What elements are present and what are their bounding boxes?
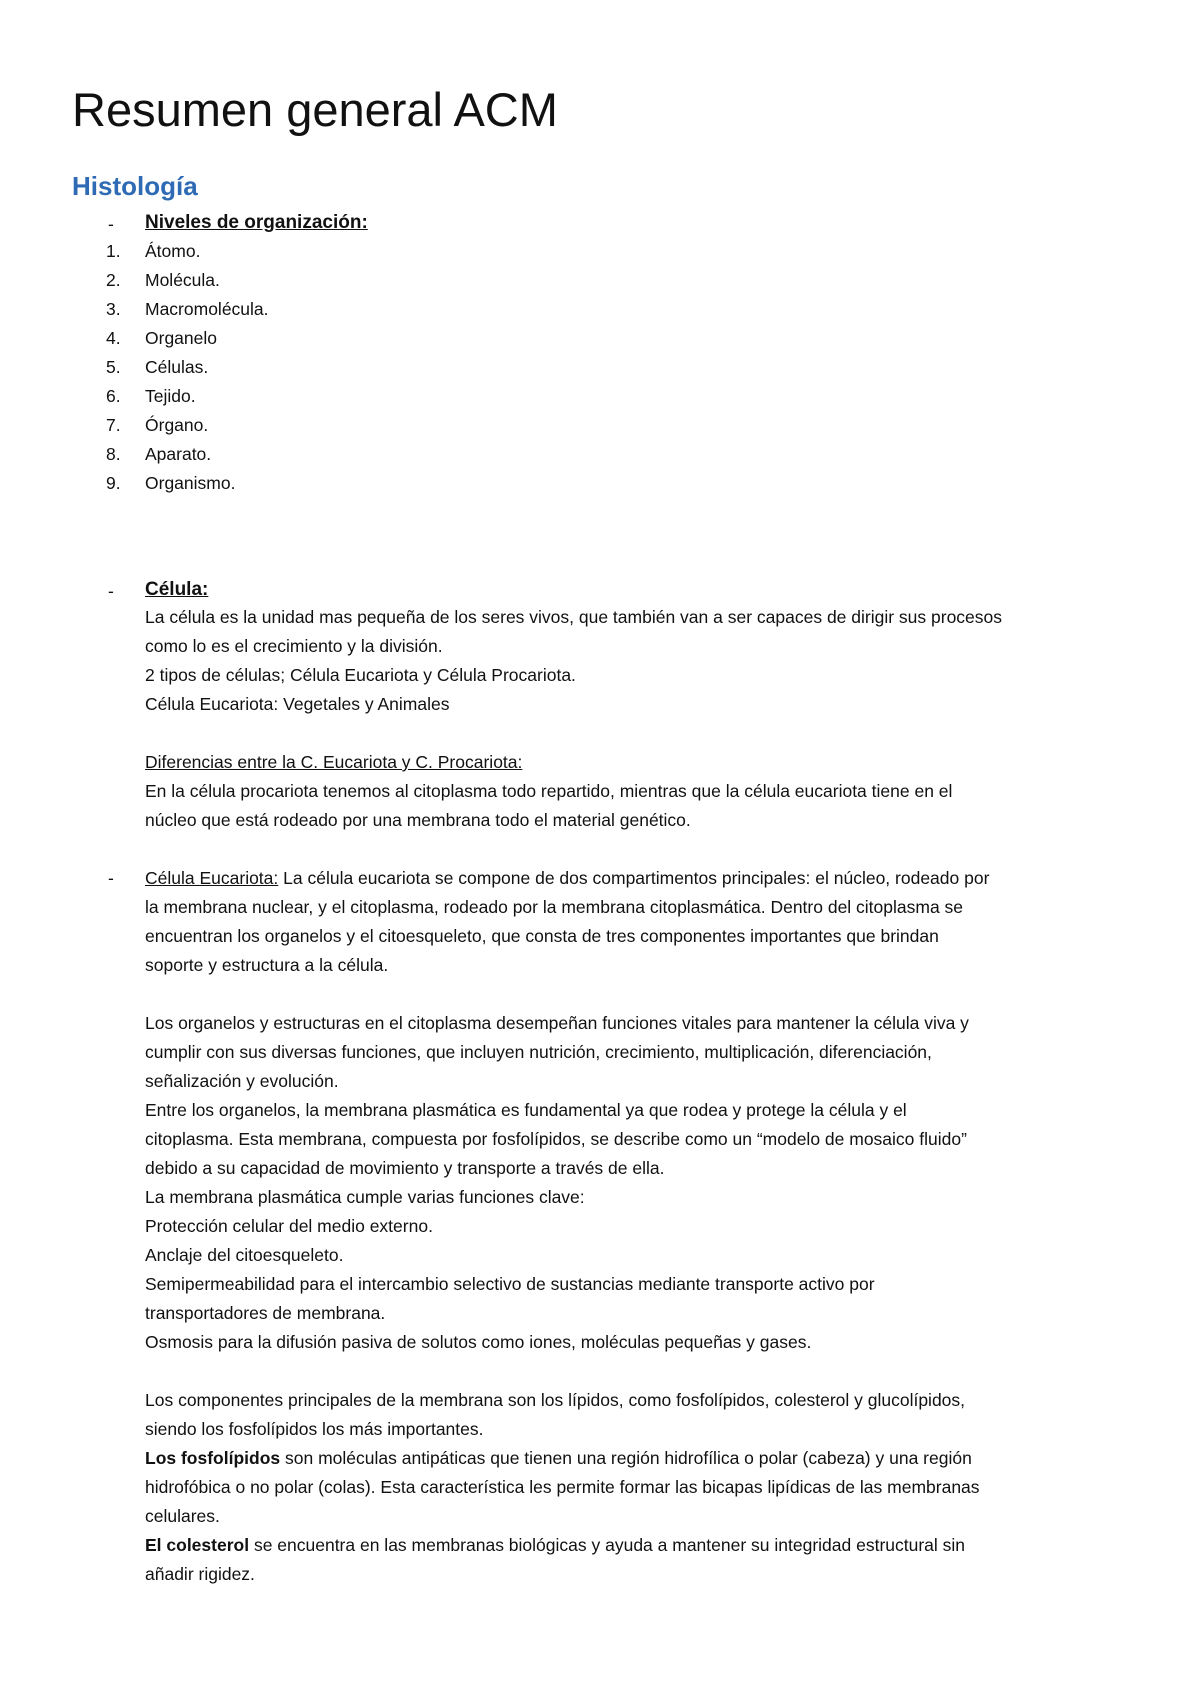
celula-text-line: como lo es el crecimiento y la división. (145, 636, 443, 656)
list-item-number: 5. (106, 357, 121, 377)
list-item-number: 2. (106, 270, 121, 290)
colesterol-line (145, 1531, 965, 1560)
list-item: Células. (145, 357, 209, 377)
organelos-text-line: La membrana plasmática cumple varias funciones clave: (145, 1187, 585, 1207)
list-item: Tejido. (145, 386, 196, 406)
celula-text-line: 2 tipos de células; Célula Eucariota y Célula Procariota. (145, 665, 576, 685)
eucariota-text-line: la membrana nuclear, y el citoplasma, rodeado por la membrana citoplasmática. Dentro del citoplasma se (145, 897, 964, 917)
fosfolipidos-text-line: hidrofóbica o no polar (colas). Esta característica les permite formar las bicapas lipídicas de las membranas (145, 1477, 980, 1497)
organelos-text-line: transportadores de membrana. (145, 1303, 386, 1323)
bullet-marker: - (108, 868, 114, 888)
organelos-text-line: Semipermeabilidad para el intercambio selectivo de sustancias mediante transporte activo por (145, 1274, 875, 1294)
list-item-number: 7. (106, 415, 121, 435)
list-item: Átomo. (145, 241, 201, 261)
list-item-number: 4. (106, 328, 121, 348)
bullet-marker: - (108, 581, 114, 601)
fosfolipidos-line (145, 1444, 972, 1473)
fosfolipidos-term: Los fosfolípidos (145, 1448, 281, 1468)
list-item: Macromolécula. (145, 299, 269, 319)
diferencias-heading: Diferencias entre la C. Eucariota y C. Procariota: (145, 752, 523, 772)
list-item-number: 8. (106, 444, 121, 464)
eucariota-text-line: encuentran los organelos y el citoesqueleto, que consta de tres componentes importantes que brindan (145, 926, 939, 946)
fosfolipidos-text: son moléculas antipáticas que tienen una región hidrofílica o polar (cabeza) y una región (280, 1448, 972, 1468)
list-item: Molécula. (145, 270, 220, 290)
celula-heading: Célula: (145, 579, 209, 600)
diferencias-text-line: En la célula procariota tenemos al citoplasma todo repartido, mientras que la célula eucariota tiene en el (145, 781, 953, 801)
celula-text-line: Célula Eucariota: Vegetales y Animales (145, 694, 450, 714)
eucariota-text-line: soporte y estructura a la célula. (145, 955, 389, 975)
list-item-number: 9. (106, 473, 121, 493)
organelos-text-line: Osmosis para la difusión pasiva de solutos como iones, moléculas pequeñas y gases. (145, 1332, 812, 1352)
organelos-text-line: cumplir con sus diversas funciones, que incluyen nutrición, crecimiento, multiplicación, diferenciación, (145, 1042, 932, 1062)
componentes-text-line: Los componentes principales de la membrana son los lípidos, como fosfolípidos, colesterol y glucolípidos, (145, 1390, 966, 1410)
diferencias-text-line: núcleo que está rodeado por una membrana todo el material genético. (145, 810, 691, 830)
organelos-text-line: debido a su capacidad de movimiento y transporte a través de ella. (145, 1158, 665, 1178)
componentes-text-line: siendo los fosfolípidos los más importantes. (145, 1419, 484, 1439)
organelos-text-line: citoplasma. Esta membrana, compuesta por fosfolípidos, se describe como un “modelo de mosaico fluido” (145, 1129, 967, 1149)
organelos-text-line: Entre los organelos, la membrana plasmática es fundamental ya que rodea y protege la célula y el (145, 1100, 907, 1120)
colesterol-text: se encuentra en las membranas biológicas y ayuda a mantener su integridad estructural sin (249, 1535, 966, 1555)
bullet-marker: - (108, 214, 114, 234)
list-item: Organismo. (145, 473, 236, 493)
section-heading-histologia: Histología (72, 171, 198, 201)
eucariota-line (145, 864, 989, 893)
organelos-text-line: Los organelos y estructuras en el citoplasma desempeñan funciones vitales para mantener la célula viva y (145, 1013, 969, 1033)
list-item-number: 3. (106, 299, 121, 319)
colesterol-text-line: añadir rigidez. (145, 1564, 255, 1584)
celula-text-line: La célula es la unidad mas pequeña de los seres vivos, que también van a ser capaces de dirigir sus procesos (145, 607, 1003, 627)
list-item: Aparato. (145, 444, 212, 464)
list-item: Órgano. (145, 415, 209, 435)
eucariota-label: Célula Eucariota: (145, 868, 279, 888)
eucariota-text: La célula eucariota se compone de dos compartimentos principales: el núcleo, rodeado por (278, 868, 990, 888)
fosfolipidos-text-line: celulares. (145, 1506, 220, 1526)
colesterol-term: El colesterol (145, 1535, 250, 1555)
organelos-text-line: Anclaje del citoesqueleto. (145, 1245, 344, 1265)
list-item-number: 6. (106, 386, 121, 406)
document-title: Resumen general ACM (72, 83, 558, 136)
niveles-heading: Niveles de organización: (145, 212, 368, 233)
organelos-text-line: señalización y evolución. (145, 1071, 339, 1091)
list-item-number: 1. (106, 241, 121, 261)
organelos-text-line: Protección celular del medio externo. (145, 1216, 433, 1236)
list-item: Organelo (145, 328, 217, 348)
